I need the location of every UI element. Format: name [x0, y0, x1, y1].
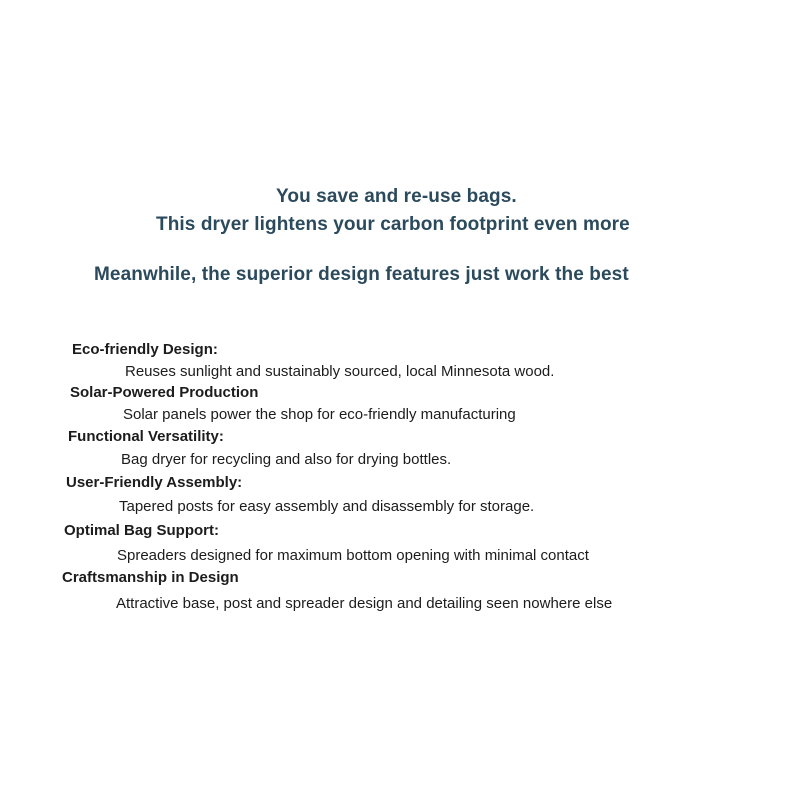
- feature-description: Tapered posts for easy assembly and disassembly for storage.: [119, 498, 535, 515]
- feature-description: Reuses sunlight and sustainably sourced, local Minnesota wood.: [125, 363, 555, 380]
- feature-title: Eco-friendly Design:: [72, 341, 218, 358]
- feature-title: Craftsmanship in Design: [62, 569, 239, 586]
- feature-title: Optimal Bag Support:: [64, 522, 219, 539]
- feature-description: Spreaders designed for maximum bottom opening with minimal contact: [117, 547, 589, 564]
- headline-line-1: You save and re-use bags.: [276, 186, 517, 207]
- feature-title: Solar-Powered Production: [70, 384, 259, 401]
- feature-title: User-Friendly Assembly:: [66, 474, 243, 491]
- feature-title: Functional Versatility:: [68, 428, 224, 445]
- feature-description: Bag dryer for recycling and also for drying bottles.: [121, 451, 452, 468]
- feature-description: Solar panels power the shop for eco-friendly manufacturing: [123, 406, 516, 423]
- headline-line-3: Meanwhile, the superior design features just work the best: [94, 264, 629, 285]
- headline-line-2: This dryer lightens your carbon footprint even more: [156, 214, 630, 235]
- feature-description: Attractive base, post and spreader design and detailing seen nowhere else: [116, 595, 613, 612]
